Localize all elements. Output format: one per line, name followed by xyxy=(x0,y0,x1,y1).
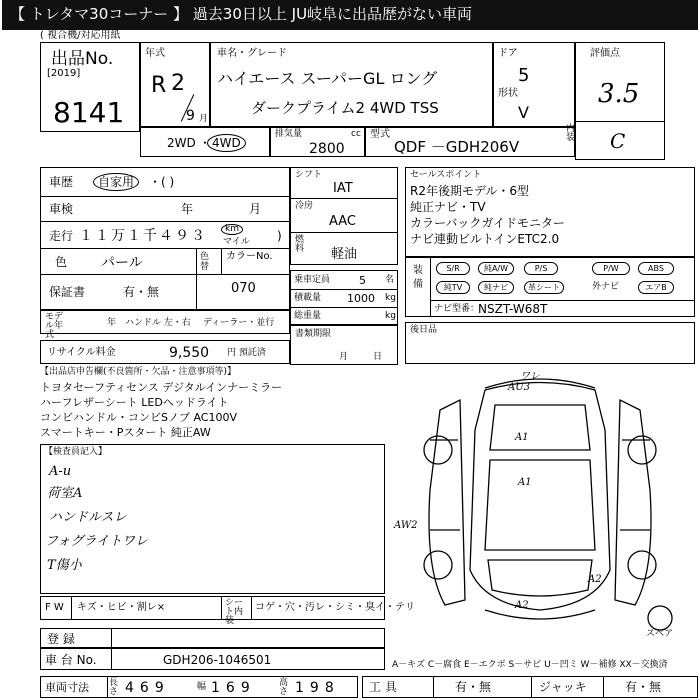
capacity-value: 5 xyxy=(359,274,366,287)
rating-box xyxy=(566,42,665,160)
color-label: 色 xyxy=(55,255,68,269)
displacement-box xyxy=(270,127,365,157)
post-installed-label: 後日品 xyxy=(410,325,438,335)
tools-row xyxy=(362,676,698,698)
sales-point-item: ナビ連動ビルトインETC2.0 xyxy=(410,232,560,246)
doors-value: 5 xyxy=(518,65,530,86)
dim-w-label: 幅 xyxy=(197,682,207,692)
equipment-badge: P/W xyxy=(592,262,630,275)
mileage-label: 走行 xyxy=(49,229,74,243)
dims-row xyxy=(40,676,358,698)
damage-mark: A2 xyxy=(588,574,602,585)
type-label: 型式 xyxy=(370,129,390,140)
rating-label: 評価点 xyxy=(590,48,620,59)
reg-label: 登 録 xyxy=(47,632,75,646)
interior-label: 内装 xyxy=(566,124,576,143)
sub-header: ( 複合機/対応用紙 xyxy=(40,30,121,41)
spare-label: スペア xyxy=(646,629,674,639)
mileage-unit-mile: マイル xyxy=(223,237,250,247)
listing-year-tag: [2019] xyxy=(47,68,81,79)
docs-label: 書類期限 xyxy=(295,329,332,339)
type-value: QDF －GDH206V xyxy=(394,138,520,156)
docs-month: 月 xyxy=(339,352,349,362)
rating-score: 3.5 xyxy=(598,79,640,109)
model-label: 車名・グレード xyxy=(217,48,287,59)
year-month: 9 xyxy=(186,108,195,124)
inspector-line: ハンドルスレ xyxy=(49,510,127,525)
shape-label: 形状 xyxy=(498,88,518,99)
seller-notes-label: 【出品店申告欄(不良箇所・欠品・注意事項等)】 xyxy=(40,367,237,377)
dim-len-label: 長さ xyxy=(109,678,119,697)
equipment-badge: 純TV xyxy=(436,281,470,294)
drive-sep: ・ xyxy=(199,136,212,150)
navi-model: NSZT-W68T xyxy=(478,302,548,316)
equipment-badge: エアB xyxy=(638,281,674,294)
capacity-box xyxy=(290,270,398,325)
inspector-label: 【検査員記入】 xyxy=(44,447,108,457)
dims-label: 車両寸法 xyxy=(45,681,89,694)
recycle-label: リサイクル料金 xyxy=(47,347,116,358)
equipment-badge: P/S xyxy=(524,262,558,275)
fw-row xyxy=(40,596,415,626)
shape-value: V xyxy=(518,103,529,122)
navi-label: ナビ型番： xyxy=(434,304,480,314)
chassis-row xyxy=(40,648,385,670)
equipment-box xyxy=(405,257,695,317)
payload-label: 積載量 xyxy=(294,293,322,303)
equipment-badge: 純ナビ xyxy=(478,281,514,294)
color-value: パール xyxy=(101,255,143,271)
mileage-paren: ) xyxy=(277,229,282,243)
cooling-label: 冷房 xyxy=(295,201,314,211)
inspection-year: 年 xyxy=(181,202,194,216)
mileage-value: １１万１千４９３ xyxy=(79,228,207,244)
gross-label: 総重量 xyxy=(294,311,322,321)
payload-unit: kg xyxy=(385,293,396,303)
inspector-line: フォグライトワレ xyxy=(45,534,148,549)
dim-len: 469 xyxy=(125,680,170,696)
vehicle-damage-diagram xyxy=(390,370,695,640)
inspection-label: 車検 xyxy=(49,202,74,216)
warranty-value: 有・無 xyxy=(123,285,160,299)
listing-box xyxy=(40,42,140,132)
damage-mark: ワレ xyxy=(520,371,540,382)
post-installed-box xyxy=(405,322,695,364)
color-no: 070 xyxy=(231,281,256,296)
inspector-line: T傷小 xyxy=(47,558,82,573)
seat-label: シート内装 xyxy=(225,598,244,626)
year-label: 年式 xyxy=(145,48,165,59)
drive-2wd: 2WD xyxy=(167,136,196,150)
seller-note-line: コンビハンドル・コンビSノブ AC100V xyxy=(40,411,238,424)
mileage-unit-km: km xyxy=(221,224,243,235)
reg-row xyxy=(40,628,385,648)
docs-day: 日 xyxy=(373,352,383,362)
model-line1: ハイエース スーパーGL ロング xyxy=(217,69,438,88)
model-row-handle: ハンドル 左・右 xyxy=(125,318,191,328)
damage-legend: A－キズ C－腐食 E－エクボ S－サビ U－凹ミ W－補修 XX－交換済 xyxy=(392,660,668,670)
docs-box xyxy=(290,325,398,365)
damage-mark: A1 xyxy=(515,432,529,443)
chassis-value: GDH206-1046501 xyxy=(163,653,272,667)
model-line2: ダークプライム2 4WD TSS xyxy=(251,99,439,117)
drive-4wd: 4WD xyxy=(207,134,246,152)
banner-text: 【 トレタマ30コーナー 】 過去30日以上 JU岐阜に出品歴がない車両 xyxy=(10,5,473,23)
dim-h-label: 高さ xyxy=(279,678,289,697)
seat-options: コゲ・穴・汚レ・シミ・臭イ・テリ xyxy=(255,602,415,613)
inspector-box xyxy=(40,444,385,594)
fw-options: キズ・ヒビ・割レ× xyxy=(77,602,166,613)
equipment-badge: 純A/W xyxy=(478,262,514,275)
history-selected: 自家用 xyxy=(93,173,139,191)
color-change-label: 色替 xyxy=(200,252,210,272)
cooling-value: AAC xyxy=(329,214,356,229)
fw-label: F W xyxy=(45,602,64,613)
damage-mark: A1 xyxy=(518,477,532,488)
inspector-line: 荷室A xyxy=(47,486,83,501)
sales-points-label: セールスポイント xyxy=(410,170,482,180)
warranty-label: 保証書 xyxy=(49,285,86,299)
inspection-month: 月 xyxy=(249,202,262,216)
doors-box xyxy=(493,42,575,127)
chassis-label: 車 台 No. xyxy=(45,653,97,667)
sales-points-box xyxy=(405,167,695,257)
equipment-badge: S/R xyxy=(436,262,470,275)
capacity-unit: 名 xyxy=(385,275,395,285)
equipment-label: 装備 xyxy=(413,265,423,290)
seller-note-line: トヨタセーフティセンス デジタルインナーミラー xyxy=(40,381,283,394)
year-era: R xyxy=(151,73,167,98)
equipment-badge: 外ナビ xyxy=(592,282,620,292)
inspector-line: A-u xyxy=(49,464,72,479)
seller-note-line: ハーフレザーシート LEDヘッドライト xyxy=(40,396,229,409)
tools-label: 工 具 xyxy=(369,680,397,694)
sales-point-item: R2年後期モデル・6型 xyxy=(410,184,530,198)
model-row-year: 年 xyxy=(107,318,117,328)
displacement-unit: cc xyxy=(351,129,361,139)
listing-label: 出品No. xyxy=(51,49,114,69)
payload-value: 1000 xyxy=(347,292,375,305)
fuel-label: 燃料 xyxy=(295,235,305,254)
damage-mark: AW2 xyxy=(394,520,418,531)
recycle-unit: 円 預託済 xyxy=(227,348,266,358)
type-box xyxy=(365,124,576,157)
listing-number: 8141 xyxy=(53,96,125,129)
gross-unit: kg xyxy=(385,311,396,321)
sales-point-item: 純正ナビ・TV xyxy=(410,200,486,214)
drive-box xyxy=(140,127,270,157)
interior-score: C xyxy=(610,129,626,153)
recycle-value: 9,550 xyxy=(169,345,210,361)
jack-value: 有・無 xyxy=(625,680,662,694)
equipment-badge: ABS xyxy=(638,262,674,275)
displacement-value: 2800 xyxy=(309,141,345,157)
jack-label: ジャッキ xyxy=(539,680,587,694)
rating-divider xyxy=(576,121,664,122)
banner xyxy=(2,0,698,30)
history-rest: ・( ) xyxy=(149,175,175,189)
mid-info-box xyxy=(290,167,398,265)
doors-label: ドア xyxy=(498,48,518,59)
dim-w: 169 xyxy=(211,680,256,696)
year-month-unit: 月 xyxy=(199,114,209,124)
year-value: 2 xyxy=(171,71,185,96)
sales-point-item: カラーバックガイドモニター xyxy=(410,216,566,230)
history-label: 車歴 xyxy=(49,175,74,189)
damage-mark: A2 xyxy=(515,600,529,611)
year-box xyxy=(140,42,210,127)
recycle-box xyxy=(40,340,290,364)
shift-label: シフト xyxy=(295,170,323,180)
tools-value: 有・無 xyxy=(455,680,492,694)
damage-mark: AU3 xyxy=(508,382,531,393)
equipment-badge: 革シート xyxy=(524,281,564,294)
seller-note-line: スマートキー・Pスタート 純正AW xyxy=(40,426,211,439)
dim-h: 198 xyxy=(295,680,340,696)
fuel-value: 軽油 xyxy=(331,247,358,262)
model-row-dealer: ディーラー・並行 xyxy=(203,318,275,328)
model-row-label: モデル年式 xyxy=(45,312,64,340)
left-info-box xyxy=(40,167,290,310)
model-row-box xyxy=(40,310,290,340)
color-no-label: カラーNo. xyxy=(226,251,273,262)
shift-value: IAT xyxy=(333,181,353,196)
model-box xyxy=(210,42,493,127)
capacity-label: 乗車定員 xyxy=(294,275,331,285)
displacement-label: 排気量 xyxy=(275,129,303,139)
